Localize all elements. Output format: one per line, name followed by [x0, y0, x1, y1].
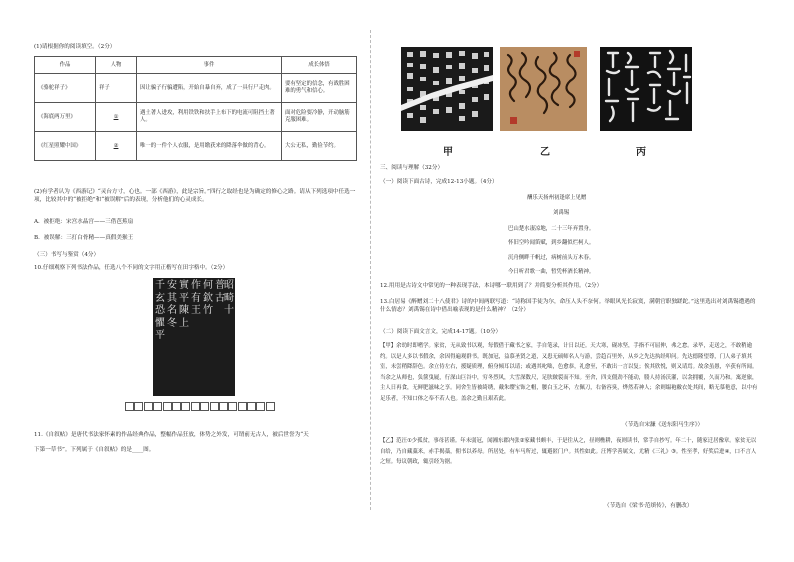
poem-author: 刘禹锡	[553, 210, 570, 216]
table-row	[35, 74, 357, 103]
question-12: 12.用用是古诗文中常见的一种表现手法，本诗哪一联用到了？并简要分析其作用。（2分）	[380, 283, 603, 289]
passage-b: 【乙】范汪①少孤贫，事母甚谨。年未弱冠，闻湘东郡内张②家藏书颇丰，于是往从之，昼则樵耕，夜则读书，常手自抄写。年二十，随家迁居豫章。家贫无以自给，乃自藏藁米，赤手揭藁，佣书以养母。所居处，有车马所过，辄避匿门户。其性如此。汪博学善属文，尤精《三礼》③。性至孝，好奖后进④，口不言人之短。每议朝政，辄引经为据。	[380, 438, 757, 465]
question-intro: (1)请根据你的阅读填空。（2分）	[34, 44, 116, 50]
table-cell: 《海底两万里》	[35, 103, 96, 132]
table-cell: 祥子	[96, 74, 137, 103]
table-cell: 唯一的一件个人衣服，是用缴获来的降落伞做的背心。	[137, 132, 282, 161]
table-cell: 遇土著人进攻，利用铁铁和扶手上布下的电流可阻挡土著人。	[137, 103, 282, 132]
table-header: 作品	[35, 57, 96, 74]
table-row	[35, 132, 357, 161]
calligraphy-image-yi	[500, 47, 587, 131]
section-heading: （三）书写与鉴赏（4分）	[34, 252, 100, 258]
writing-grid[interactable]	[125, 402, 275, 412]
calligraphy-column: 昭畸十	[224, 280, 234, 316]
passage-a: 【甲】余幼时即嗜学。家贫，无从致书以观，每假借于藏书之家，手自笔录，计日以还。天大寒，砚冰坚，手指不可屈伸，弗之怠。录毕，走送之，不敢稍逾约。以是人多以书假余，余因得遍观群书。既加冠，益慕圣贤之道，又患无硕师名人与游，尝趋百里外，从乡之先达执经叩问。先达德隆望尊，门人弟子填其室，未尝稍降辞色。余立侍左右，援疑质理，俯身倾耳以请；或遇其叱咄，色愈恭，礼愈至，不敢出一言以复；俟其欣悦，则又请焉。故余虽愚，卒获有所闻。当余之从师也，负箧曳屣，行深山巨谷中，穷冬烈风，大雪深数尺，足肤皲裂而不知。至舍，四支僵劲不能动，媵人持汤沃灌，以衾拥覆，久而乃和。寓逆旅，主人日再食，无鲜肥滋味之享。同舍生皆被绮绣，戴朱缨宝饰之帽，腰白玉之环，左佩刀，右备容臭，烨然若神人；余则缊袍敝衣处其间，略无慕艳意，以中有足乐者，不知口体之奉不若人也。盖余之勤且艰若此。	[380, 343, 758, 402]
question-11-cont: 下第一草书”。下列属于《自叙帖》的是____图。	[34, 447, 155, 453]
poem-line: 怀旧空吟闻笛赋，到乡翻似烂柯人。	[508, 240, 595, 246]
subsection-heading: （一）阅读下面古诗，完成12-13小题。（4分）	[380, 179, 498, 185]
calligraphy-column: 何欽竹	[203, 280, 213, 316]
option-a: A．被拒绝：宋宫水晶宫——三借芭蕉扇	[34, 219, 134, 225]
running-script-icon	[600, 47, 692, 131]
calligraphy-image-bing	[600, 47, 692, 131]
question-10: 10.仔细观察下列书法作品，任选八个不同的文字用正楷写在田字格中。（2分）	[34, 265, 229, 271]
table-cell[interactable]: ②	[96, 132, 137, 161]
passage-a-source: （节选自宋濂《送东阳马生序》）	[622, 422, 704, 428]
table-row	[35, 103, 357, 132]
poem-line: 巴山楚水凄凉地，二十三年弃置身。	[508, 226, 595, 232]
question-13: 13.白居易《醉赠刘二十八使君》诗的中间两联写道：“诗称国手徒为尔，命压人头不奈何。举眼风光长寂寞，满朝官职独蹉跎。”这里选出对刘禹锡遭遇的什么情态？刘禹锡在诗中借出喻表现的是什么精神？（2分）	[380, 299, 756, 313]
table-cell[interactable]: ①	[96, 103, 137, 132]
table-cell: 要有坚定的信念，有战胜困难的勇气和信心。	[282, 74, 357, 103]
table-header: 成长体悟	[282, 57, 357, 74]
option-b: B．被误解：三打白骨精——真假美猴王	[34, 235, 134, 241]
table-cell: 《骆驼祥子》	[35, 74, 96, 103]
image-label: 甲	[443, 147, 453, 158]
calligraphy-column: 安其名冬	[167, 280, 177, 329]
subsection-heading: （二）阅读下面文言文，完成14-17题。（10分）	[380, 329, 502, 335]
calligraphy-column: 普古	[215, 280, 225, 304]
table-header: 事件	[137, 57, 282, 74]
calligraphy-column: 作有王	[191, 280, 201, 316]
question-2: (2)有学者认为《西游记》“灵台方寸，心也。一部《西游》，此是宗旨。”四行之取经也是为确定的修心之路。请从下列选项中任选一项，比较其中的“被拒绝”和“被误解”后的表现，分析他们的心灵成长。	[34, 189, 356, 203]
image-label: 乙	[540, 147, 550, 158]
passage-b-source: （节选自《梁书·范缜传》，有删改）	[604, 503, 693, 509]
table-cell: 大公无私，勤俭节约。	[282, 132, 357, 161]
calligraphy-column: 實平陳上	[179, 280, 189, 329]
calligraphy-column: 千玄恐懼平	[155, 280, 165, 341]
stele-rubbing-icon	[401, 47, 493, 131]
poem-line: 沉舟侧畔千帆过，病树前头万木春。	[508, 255, 595, 261]
calligraphy-image	[153, 278, 235, 396]
poem-line: 今日听君歌一曲，暂凭杯酒长精神。	[508, 269, 595, 275]
table-cell: 因让骗子行骗遭陷，开始自暴自弃，成了一具行尸走肉。	[137, 74, 282, 103]
image-label: 丙	[636, 147, 646, 158]
column-divider	[370, 30, 371, 510]
question-11: 11.《自叙帖》是唐代书法家怀素的作品经典作品，整幅作品狂放，体势之外发，可谓前无古人，被后世誉为“天	[34, 432, 309, 438]
table-cell: 《红星照耀中国》	[35, 132, 96, 161]
reading-table	[34, 56, 357, 161]
poem-title: 酬乐天扬州初逢席上见赠	[527, 195, 587, 201]
section-heading: 三、阅读与理解（32分）	[380, 165, 444, 171]
cursive-script-icon	[500, 47, 587, 131]
table-header: 人物	[96, 57, 137, 74]
table-cell: 面对危险要冷静，开动脑筋克服困难。	[282, 103, 357, 132]
calligraphy-image-jia	[401, 47, 493, 131]
